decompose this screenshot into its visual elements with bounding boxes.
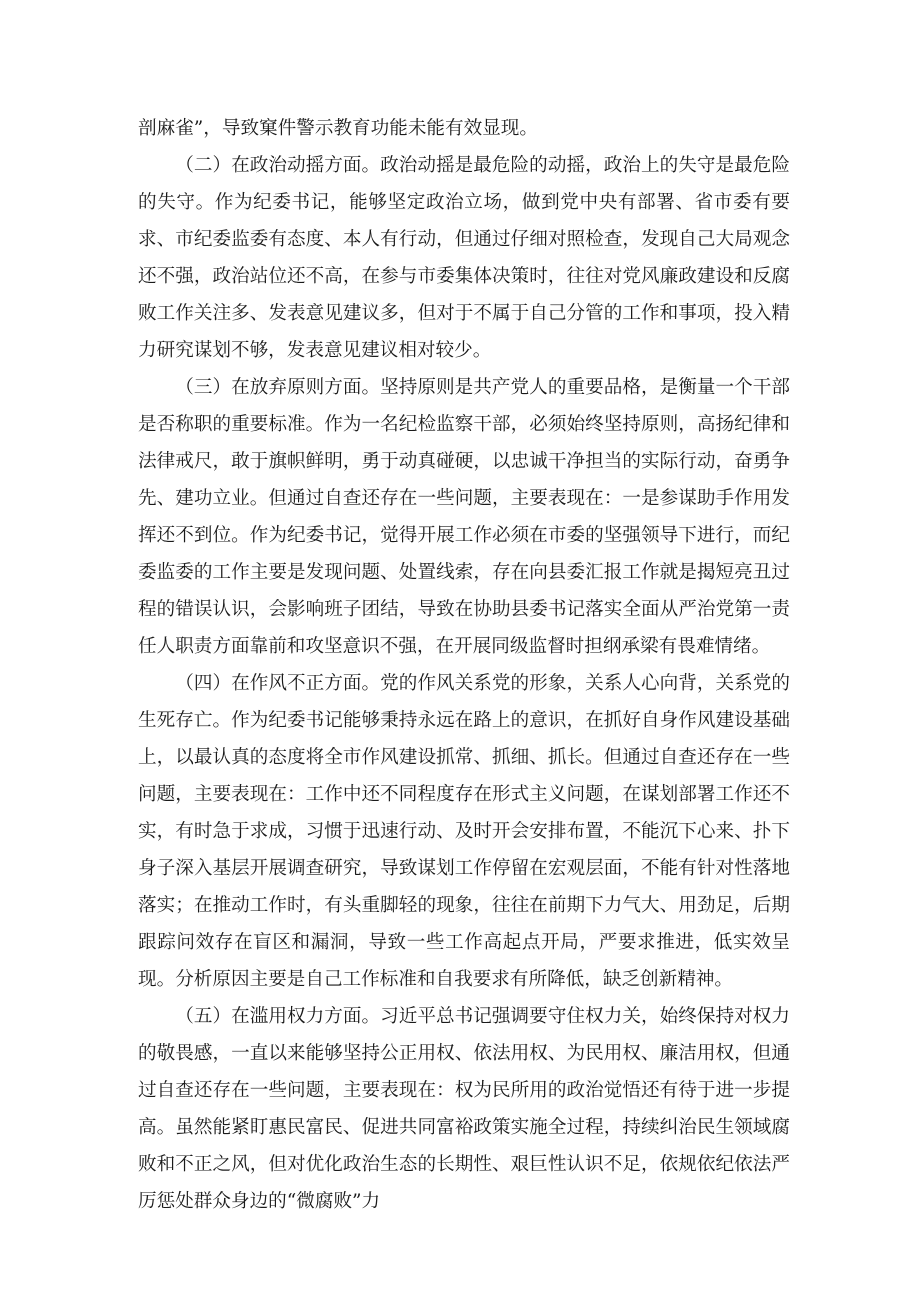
paragraph-improper-work-style: （四）在作风不正方面。党的作风关系党的形象，关系人心向背，关系党的生死存亡。作为纪委书记能够秉持永远在路上的意识，在抓好自身作风建设基础上，以最认真的态度将全市作风建设抓常、抓细、抓长。但通过自查还存在一些问题，主要表现在：工作中还不同程度存在形式主义问题，在谋划部署工作还不实，有时急于求成，习惯于迅速行动、及时开会安排布置，不能沉下心来、扑下身子深入基层开展调查研究，导致谋划工作停留在宏观层面，不能有针对性落地落实；在推动工作时，有头重脚轻的现象，往往在前期下力气大、用劲足，后期跟踪问效存在盲区和漏洞，导致一些工作高起点开局，严要求推进，低实效呈现。分析原因主要是自己工作标准和自我要求有所降低，缺乏创新精神。 <box>138 673 790 990</box>
paragraph-abuse-of-power: （五）在滥用权力方面。习近平总书记强调要守住权力关，始终保持对权力的敬畏感，一直以来能够坚持公正用权、依法用权、为民用权、廉洁用权，但通过自查还存在一些问题，主要表现在：权为民所用的政治觉悟还有待于进一步提高。虽然能紧盯惠民富民、促进共同富裕政策实施全过程，持续纠治民生领域腐败和不正之风，但对优化政治生态的长期性、艰巨性认识不足，依规依纪依法严厉惩处群众身边的“微腐败”力 <box>138 1006 790 1212</box>
paragraph-political-wavering: （二）在政治动摇方面。政治动摇是最危险的动摇，政治上的失守是最危险的失守。作为纪委书记，能够坚定政治立场，做到党中央有部署、省市委有要求、市纪委监委有态度、本人有行动，但通过仔细对照检查，发现自己大局观念还不强，政治站位还不高，在参与市委集体决策时，往往对党风廉政建设和反腐败工作关注多、发表意见建议多，但对于不属于自己分管的工作和事项，投入精力研究谋划不够，发表意见建议相对较少。 <box>138 155 790 361</box>
paragraph-abandoning-principles: （三）在放弃原则方面。坚持原则是共产党人的重要品格，是衡量一个干部是否称职的重要标准。作为一名纪检监察干部，必须始终坚持原则，高扬纪律和法律戒尺，敢于旗帜鲜明，勇于动真碰硬，以忠诚干净担当的实际行动，奋勇争先、建功立业。但通过自查还存在一些问题，主要表现在：一是参谋助手作用发挥还不到位。作为纪委书记，觉得开展工作必须在市委的坚强领导下进行，而纪委监委的工作主要是发现问题、处置线索，存在向县委汇报工作就是揭短亮丑过程的错误认识，会影响班子团结，导致在协助县委书记落实全面从严治党第一责任人职责方面靠前和攻坚意识不强，在开展同级监督时担纲承梁有畏难情绪。 <box>138 377 790 657</box>
paragraph-continuation: 剖麻雀”，导致窠件警示教育功能未能有效显现。 <box>138 118 538 139</box>
document-body <box>138 110 790 1220</box>
